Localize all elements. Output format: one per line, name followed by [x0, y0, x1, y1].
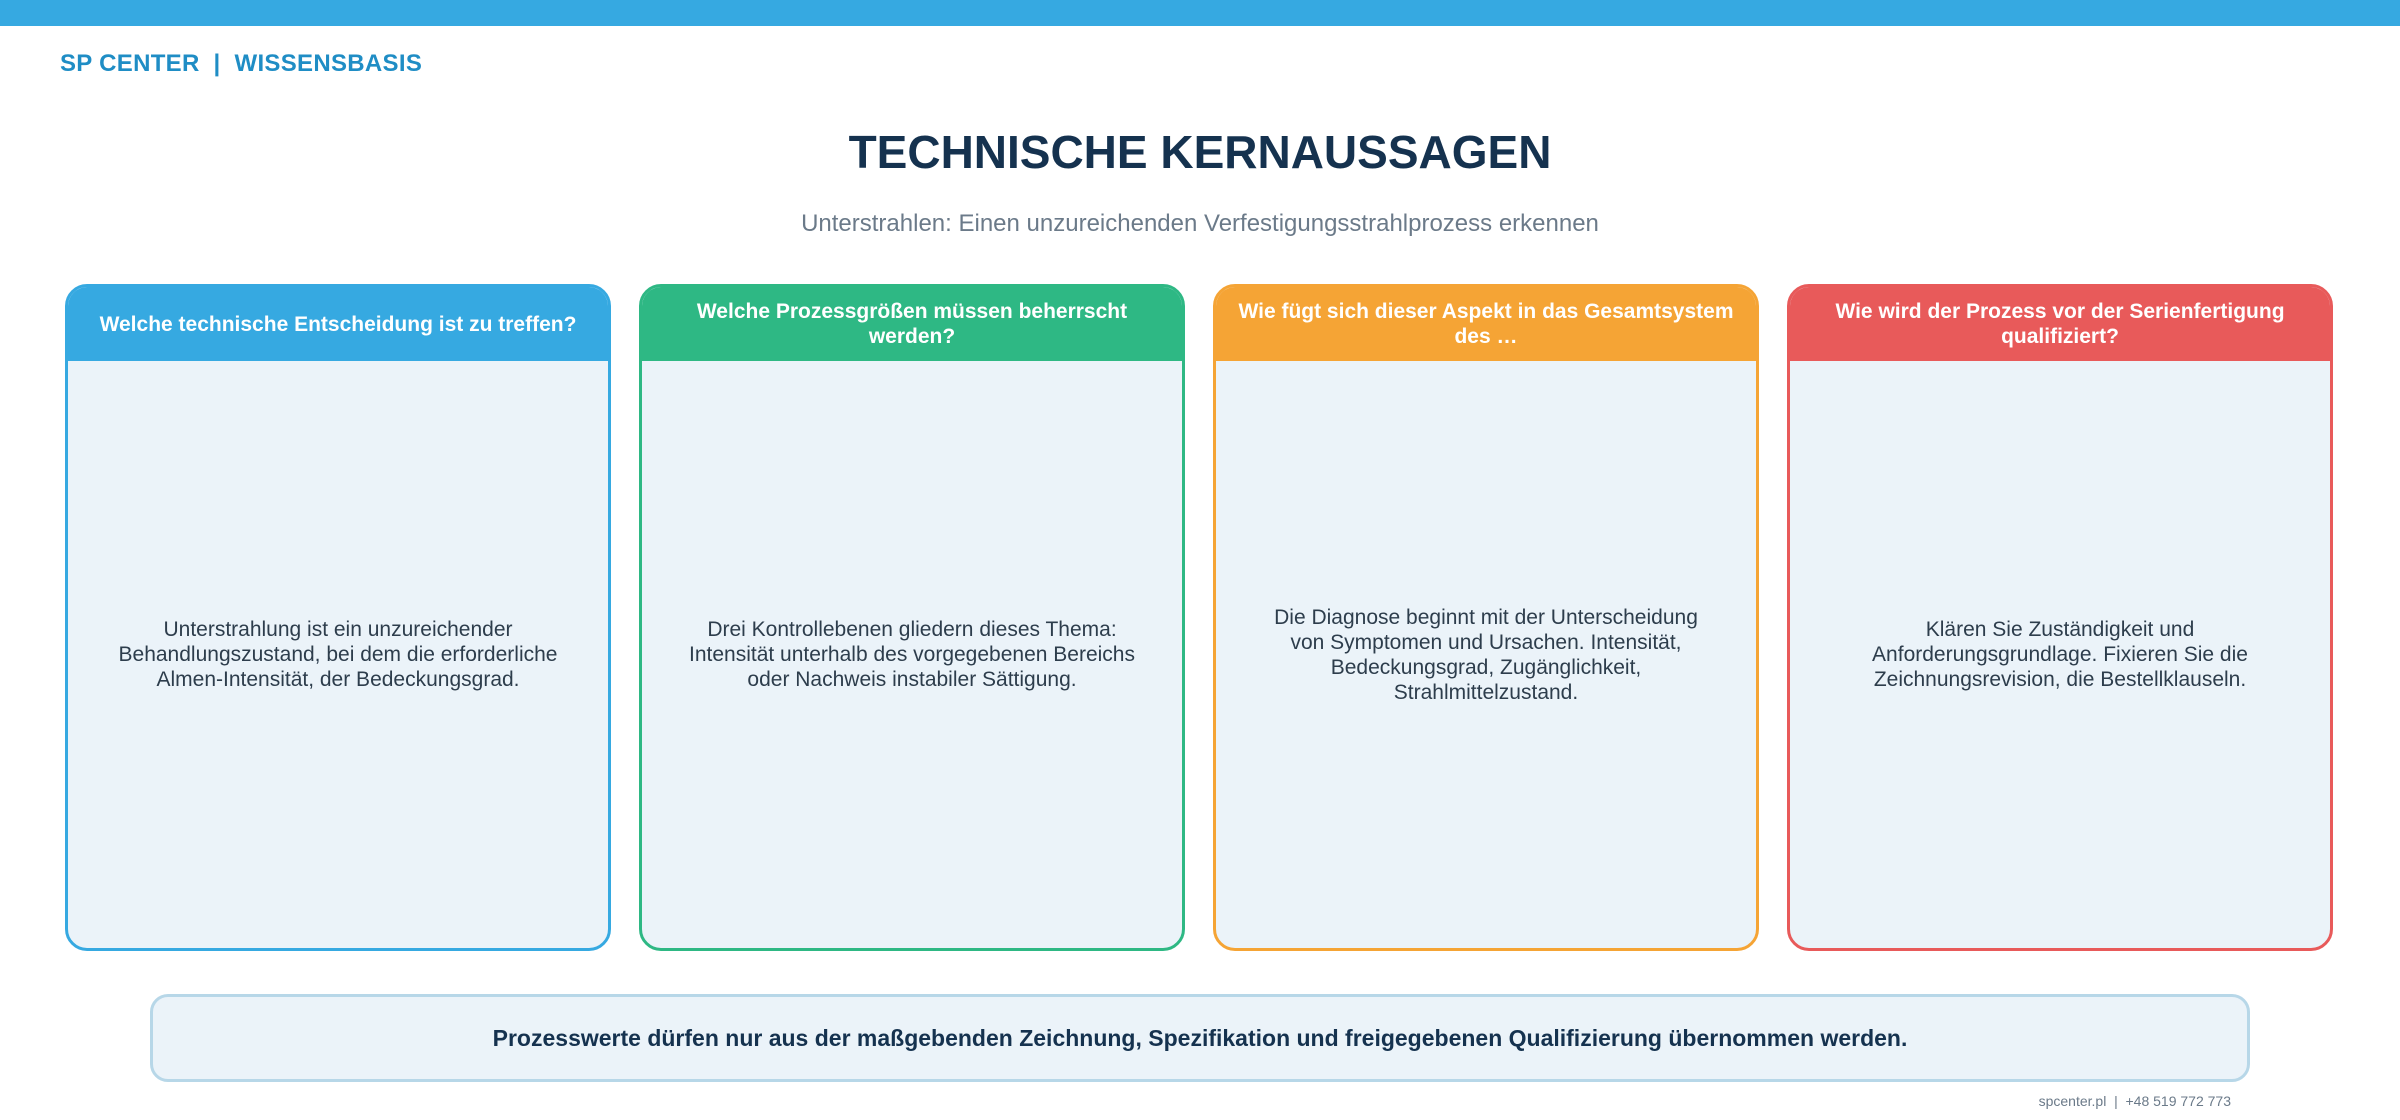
card-body: Unterstrahlung ist ein unzureichender Behandlungszustand, bei dem die erforderliche Almen-Intensität, der Bedeckungsgrad. — [118, 618, 558, 691]
card-qualification — [1787, 284, 2333, 951]
page-subtitle: Unterstrahlen: Einen unzureichenden Verfestigungsstrahlprozess erkennen — [801, 210, 1599, 237]
key-note-box: Prozesswerte dürfen nur aus der maßgebenden Zeichnung, Spezifikation und freigegebenen Qualifizierung übernommen werden. — [150, 994, 2250, 1082]
top-accent-bar — [0, 0, 2400, 26]
card-body: Klären Sie Zuständigkeit und Anforderungsgrundlage. Fixieren Sie die Zeichnungsrevision, die Bestellklauseln. — [1872, 618, 2248, 691]
card-process-variables — [639, 284, 1185, 951]
footer-contact: spcenter.pl | +48 519 772 773 — [2038, 1093, 2231, 1109]
card-body: Die Diagnose beginnt mit der Unterscheidung von Symptomen und Ursachen. Intensität, Bedeckungsgrad, Zugänglichkeit, Strahlmittelzustand. — [1274, 605, 1698, 704]
page-title: TECHNISCHE KERNAUSSAGEN — [848, 126, 1552, 178]
card-technical-decision — [65, 284, 611, 951]
card-header: Wie fügt sich dieser Aspekt in das Gesamtsystem des … — [1216, 287, 1756, 361]
card-header: Wie wird der Prozess vor der Serienfertigung qualifiziert? — [1790, 287, 2330, 361]
card-body: Drei Kontrollebenen gliedern dieses Thema: Intensität unterhalb des vorgegebenen Bereichs oder Nachweis instabiler Sättigung. — [689, 618, 1135, 691]
brand-header: SP CENTER | WISSENSBASIS — [60, 50, 423, 77]
card-header: Welche Prozessgrößen müssen beherrscht werden? — [642, 287, 1182, 361]
card-overall-system — [1213, 284, 1759, 951]
card-header: Welche technische Entscheidung ist zu treffen? — [68, 287, 608, 361]
